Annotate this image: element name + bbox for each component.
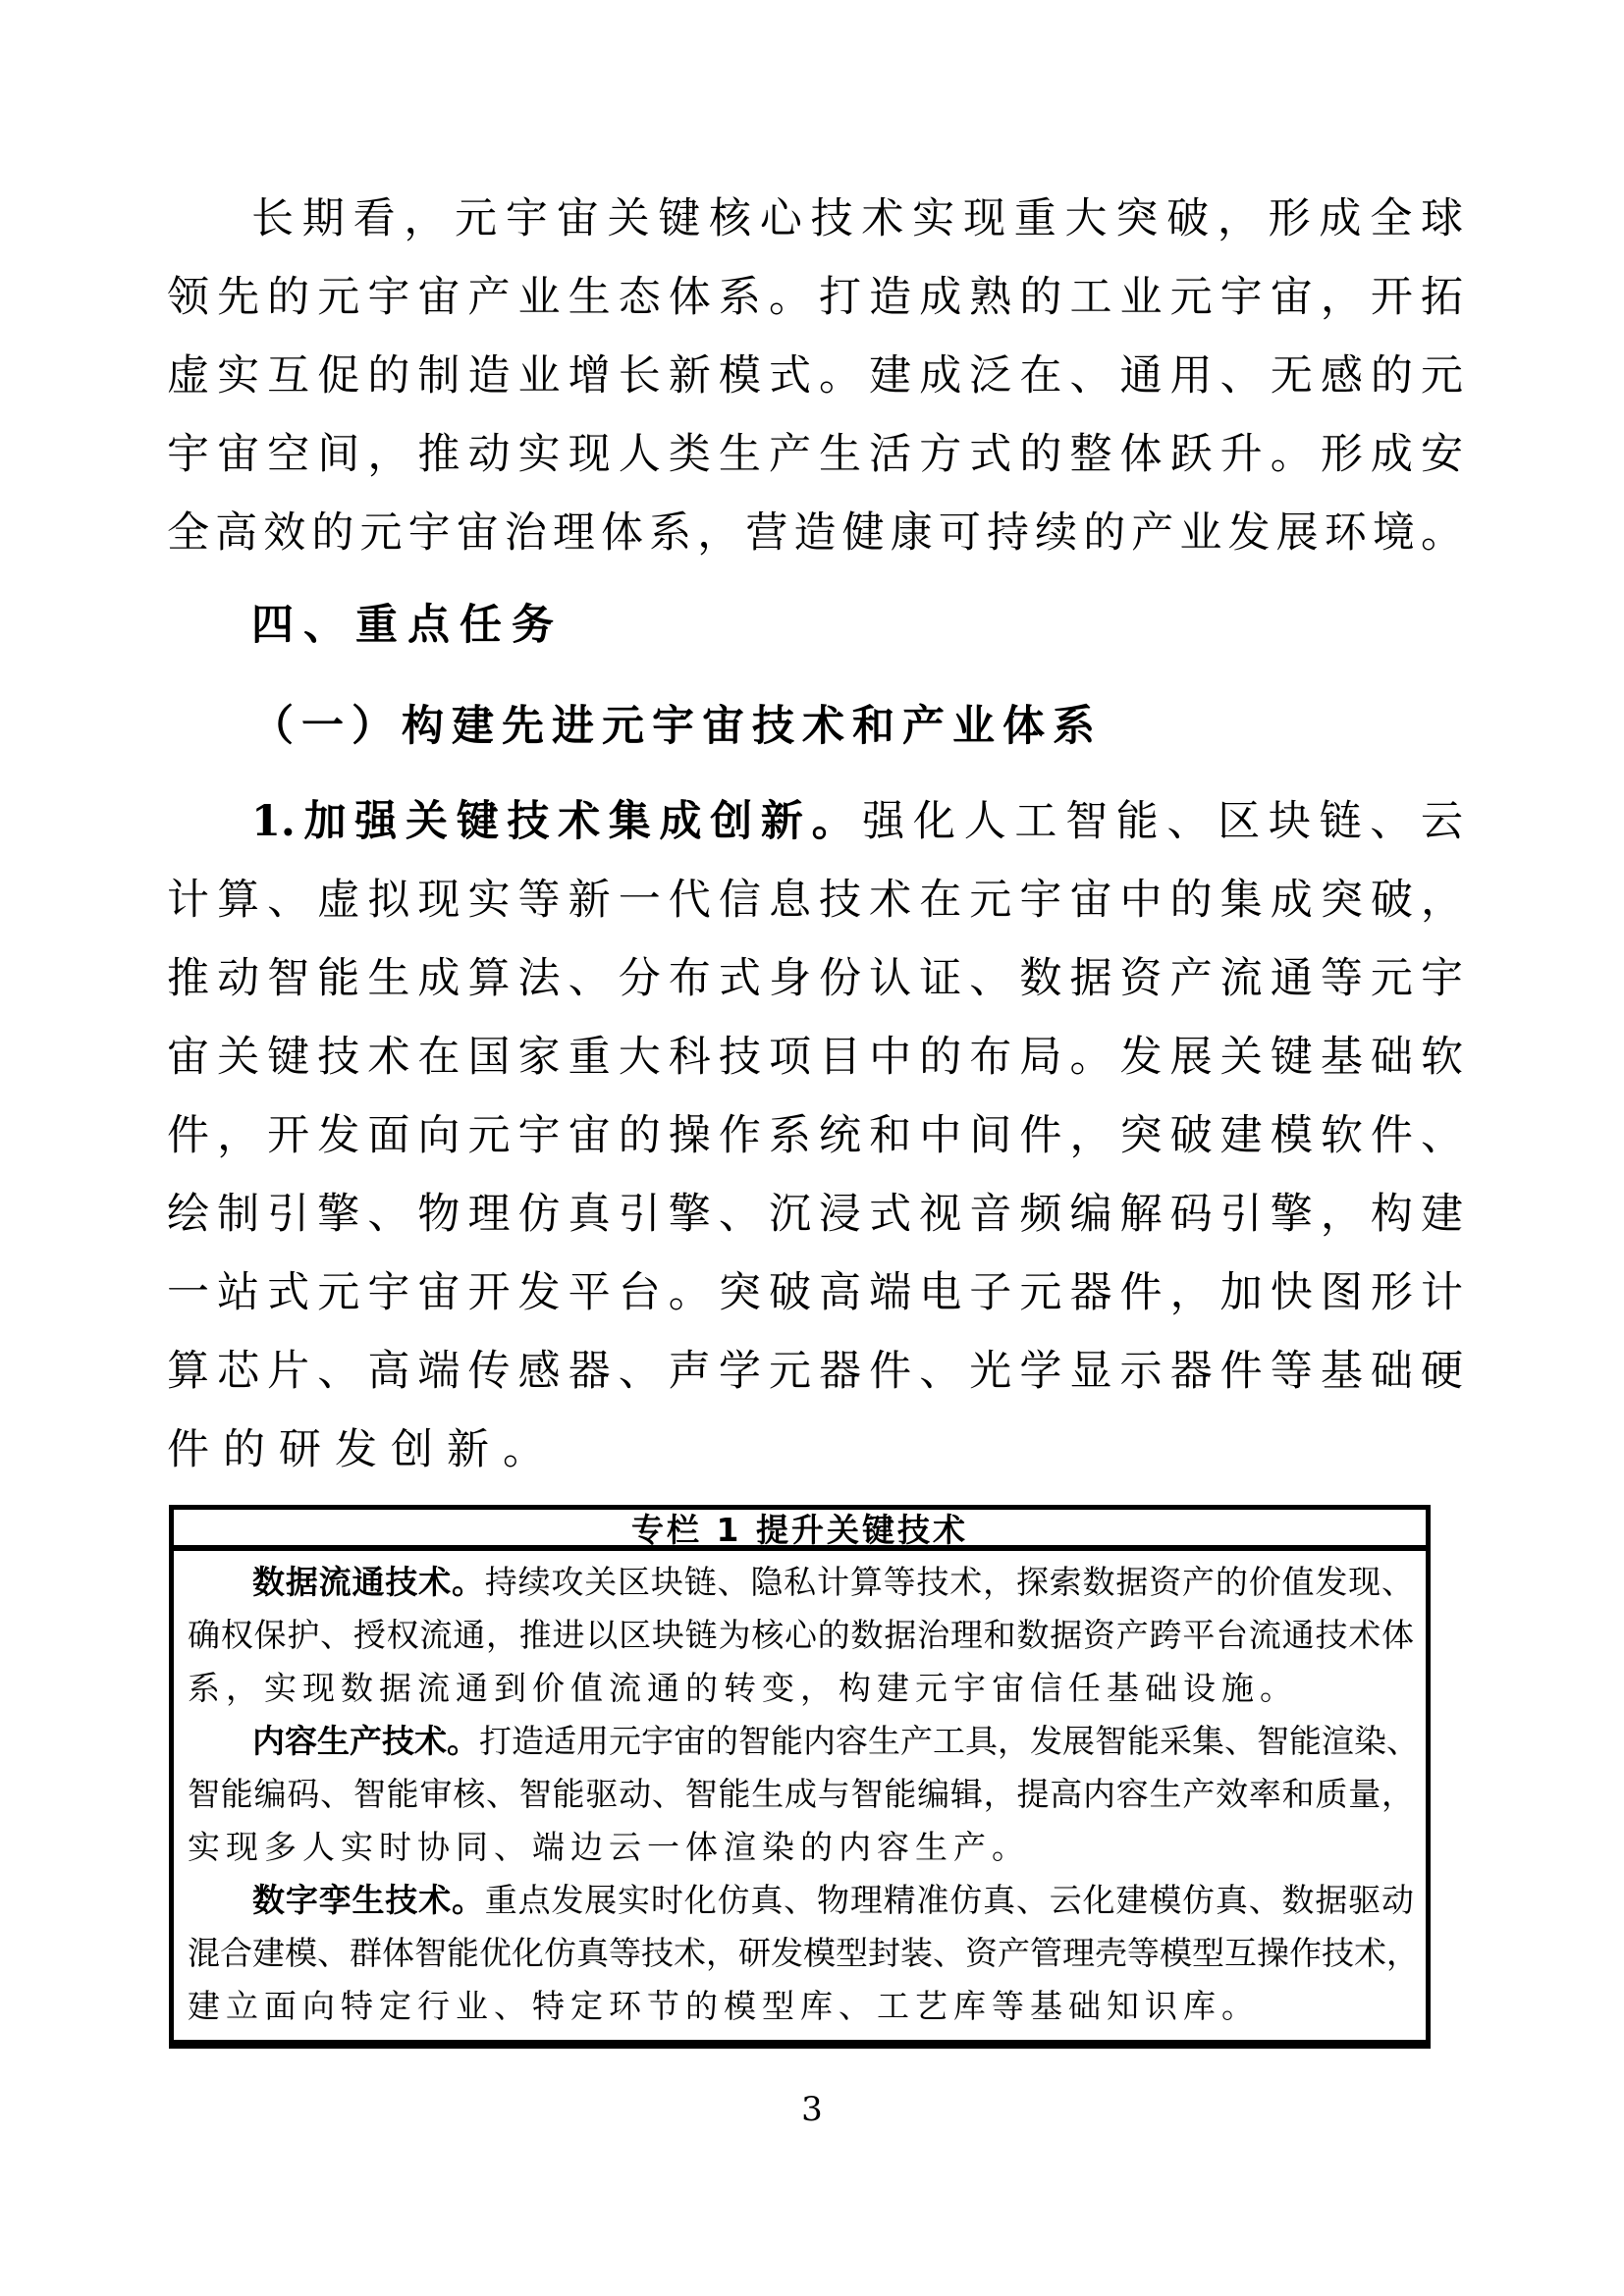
box-paragraph-line: 实现多人实时协同、端边云一体渲染的内容生产。 [188, 1828, 1030, 1866]
paragraph-line: 件的研发创新。 [167, 1425, 559, 1474]
box-paragraph-text: 持续攻关区块链、隐私计算等技术，探索数据资产的价值发现、 [484, 1563, 1415, 1601]
box-paragraph-line: 建立面向特定行业、特定环节的模型库、工艺库等基础知识库。 [188, 1987, 1260, 2025]
box-paragraph-line: 确权保护、授权流通，推进以区块链为核心的数据治理和数据资产跨平台流通技术体 [188, 1616, 1414, 1654]
box-paragraph-text: 重点发展实时化仿真、物理精准仿真、云化建模仿真、数据驱动 [484, 1881, 1415, 1919]
box-paragraph-line [188, 1715, 1419, 1768]
paragraph-line: 宙关键技术在国家重大科技项目中的布局。发展关键基础软 [167, 1033, 1463, 1082]
section-heading: 四、重点任务 [251, 601, 564, 650]
box-paragraph-line [188, 1874, 1414, 1927]
box-paragraph-lead: 内容生产技术。 [252, 1722, 479, 1760]
vision-paragraph [167, 180, 1463, 572]
subsection-heading: （一）构建先进元宇宙技术和产业体系 [251, 702, 1103, 751]
page-number: 3 [801, 2090, 823, 2129]
box-paragraph-lead: 数字孪生技术。 [252, 1881, 485, 1919]
box-title: 专栏 1 提升关键技术 [174, 1510, 1426, 1551]
task-paragraph [167, 782, 1463, 1489]
box-paragraph [188, 1715, 1419, 1874]
paragraph-line: 绘制引擎、物理仿真引擎、沉浸式视音频编解码引擎，构建 [167, 1190, 1463, 1239]
paragraph-line: 计算、虚拟现实等新一代信息技术在元宇宙中的集成突破， [167, 876, 1463, 925]
paragraph-text: 强化人工智能、区块链、云 [862, 797, 1464, 846]
paragraph-line: 全高效的元宇宙治理体系，营造健康可持续的产业发展环境。 [167, 508, 1463, 558]
paragraph-line: 宇宙空间，推动实现人类生产生活方式的整体跃升。形成安 [167, 430, 1463, 479]
box-paragraph-text: 打造适用元宇宙的智能内容生产工具，发展智能采集、智能渲染、 [479, 1722, 1419, 1760]
paragraph-line: 长期看，元宇宙关键核心技术实现重大突破，形成全球 [251, 194, 1463, 243]
paragraph-line: 推动智能生成算法、分布式身份认证、数据资产流通等元宇 [167, 954, 1463, 1003]
paragraph-line: 算芯片、高端传感器、声学元器件、光学显示器件等基础硬 [167, 1347, 1463, 1396]
task-lead: 1.加强关键技术集成创新。 [251, 797, 863, 846]
box-paragraph-line [188, 1556, 1414, 1609]
box-paragraph-line: 系，实现数据流通到价值流通的转变，构建元宇宙信任基础设施。 [188, 1669, 1298, 1707]
box-paragraph-line: 混合建模、群体智能优化仿真等技术，研发模型封装、资产管理壳等模型互操作技术， [188, 1934, 1419, 1972]
box-paragraph-line: 智能编码、智能审核、智能驱动、智能生成与智能编辑，提高内容生产效率和质量， [188, 1775, 1414, 1813]
box-body [174, 1551, 1426, 2033]
paragraph-line: 件，开发面向元宇宙的操作系统和中间件，突破建模软件、 [167, 1111, 1463, 1160]
box-paragraph-lead: 数据流通技术。 [252, 1563, 485, 1601]
box-paragraph [188, 1874, 1419, 2033]
paragraph-line: 一站式元宇宙开发平台。突破高端电子元器件，加快图形计 [167, 1268, 1463, 1317]
callout-box [169, 1505, 1431, 2049]
paragraph-line: 领先的元宇宙产业生态体系。打造成熟的工业元宇宙，开拓 [167, 273, 1463, 322]
paragraph-line [167, 782, 1463, 861]
paragraph-line: 虚实互促的制造业增长新模式。建成泛在、通用、无感的元 [167, 351, 1463, 400]
box-paragraph [188, 1556, 1414, 1715]
